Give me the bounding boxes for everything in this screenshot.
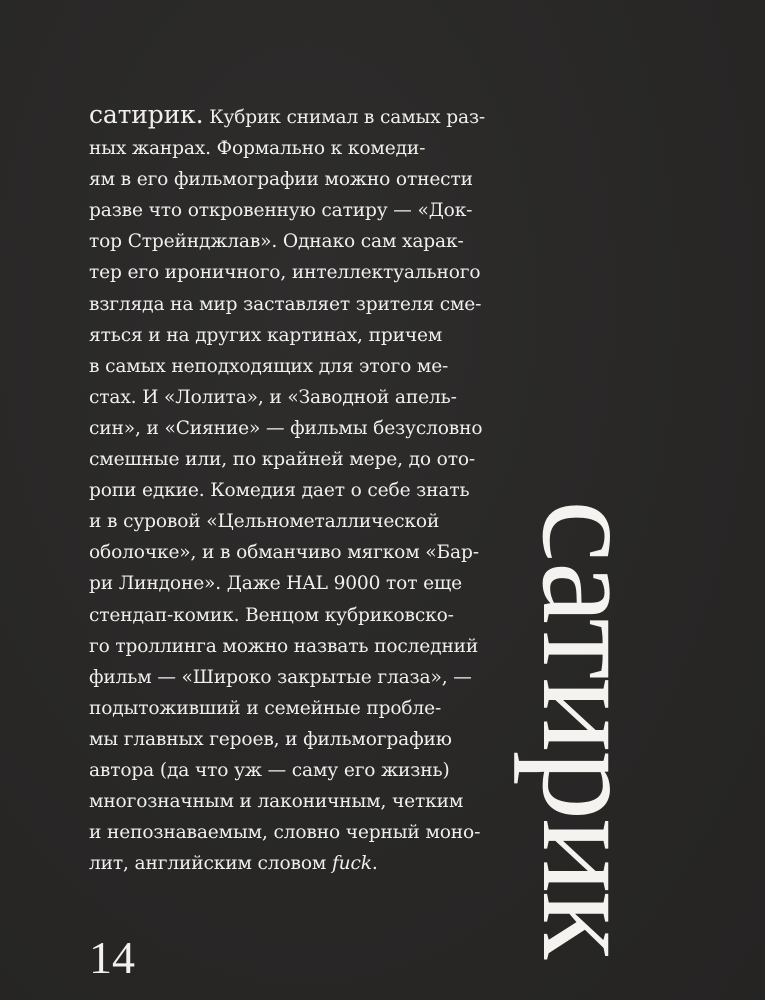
text-line: го троллинга можно назвать последний [89,635,479,657]
text-line: тер его ироничного, интеллектуального [89,262,481,284]
text-line: подытоживший и семейные пробле- [89,697,442,719]
text-line: ри Линдоне». Даже HAL 9000 тот еще [89,573,462,595]
page-number: 14 [89,932,135,983]
text-line: и в суровой «Цельнометаллической [89,511,440,533]
text-line: многозначным и лаконичным, четким [89,791,464,813]
text-line: стендап-комик. Венцом кубриковско- [89,604,454,626]
text-line-end: . [371,853,378,875]
text-line: смешные или, по крайней мере, до ото- [89,449,476,471]
text-line: автора (да что уж — саму его жизнь) [89,759,450,781]
italic-word: fuck [331,853,372,875]
text-line: стах. И «Лолита», и «Заводной апель- [89,386,457,408]
text-line: разве что откровенную сатиру — «Док- [89,200,473,222]
lead-word: сатирик. [89,100,204,129]
text-line: в самых неподходящих для этого ме- [89,355,449,377]
text-line: тор Стрейнджлав». Однако сам харак- [89,231,464,253]
text-line: ропи едкие. Комедия дает о себе знать [89,480,470,502]
text-line: фильм — «Широко закрытые глаза», — [89,666,472,688]
vertical-chapter-title: сатирик [513,500,668,958]
text-line: син», и «Сияние» — фильмы безусловно [89,417,483,439]
text-line: мы главных героев, и фильмографию [89,728,452,750]
text-line: и непознаваемым, словно черный моно- [89,822,481,844]
body-paragraph [89,99,509,879]
text-line-start: лит, английским словом [89,853,332,875]
text-line: взгляда на мир заставляет зрителя сме- [89,293,482,315]
text-line-rest: Кубрик снимал в самых раз- [203,107,486,128]
text-line: оболочке», и в обманчиво мягком «Бар- [89,542,479,564]
text-line [89,99,509,133]
text-line: ных жанрах. Формально к комеди- [89,138,426,160]
text-line: ям в его фильмографии можно отнести [89,169,473,191]
text-line: яться и на других картинах, причем [89,324,443,346]
text-line [89,848,509,879]
